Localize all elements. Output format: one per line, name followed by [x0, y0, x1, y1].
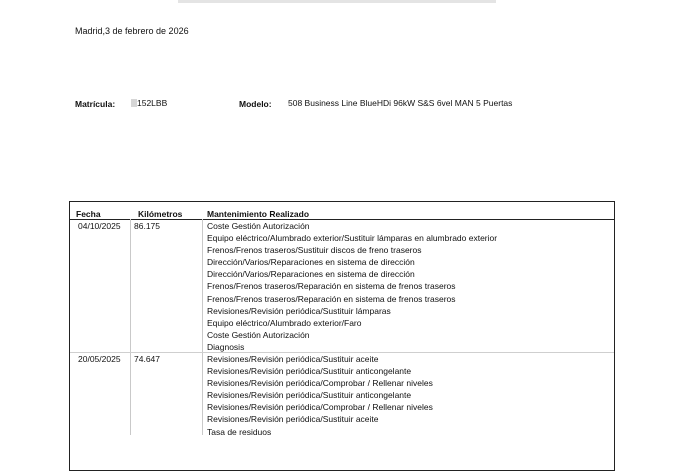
maintenance-item: Frenos/Frenos traseros/Sustituir discos de freno traseros: [207, 245, 422, 256]
column-separator-km: [202, 219, 203, 435]
maintenance-list: [207, 353, 433, 438]
maintenance-table: [69, 201, 615, 471]
maintenance-item: Equipo eléctrico/Alumbrado exterior/Sustituir lámparas en alumbrado exterior: [207, 233, 498, 244]
maintenance-item: Revisiones/Revisión periódica/Sustituir anticongelante: [207, 390, 412, 401]
maintenance-item: Dirección/Varios/Reparaciones en sistema de dirección: [207, 257, 415, 268]
cropped-letterhead-edge: [178, 0, 496, 3]
maintenance-item: Revisiones/Revisión periódica/Comprobar / Rellenar niveles: [207, 378, 433, 389]
plate-value: 152LBB: [137, 98, 168, 108]
maintenance-item: Diagnosis: [207, 341, 245, 352]
place-label: Madrid,: [75, 26, 106, 36]
maintenance-item: Dirección/Varios/Reparaciones en sistema de dirección: [207, 269, 415, 280]
model-label: Modelo:: [239, 99, 272, 109]
maintenance-item: Tasa de residuos: [207, 426, 272, 437]
column-header-maintenance: Mantenimiento Realizado: [207, 209, 310, 219]
maintenance-item: Revisiones/Revisión periódica/Sustituir anticongelante: [207, 366, 412, 377]
date-text: 3 de febrero de 2026: [105, 26, 189, 36]
maintenance-item: Revisiones/Revisión periódica/Sustituir aceite: [207, 354, 379, 364]
maintenance-item: Coste Gestión Autorización: [207, 221, 310, 231]
maintenance-list: [207, 220, 497, 353]
row-date: 04/10/2025: [78, 221, 121, 231]
maintenance-item: Coste Gestión Autorización: [207, 329, 310, 340]
maintenance-item: Revisiones/Revisión periódica/Sustituir aceite: [207, 414, 379, 425]
row-km: 74.647: [134, 354, 160, 364]
maintenance-item: Frenos/Frenos traseros/Reparación en sistema de frenos traseros: [207, 281, 456, 292]
column-separator-date: [130, 219, 131, 435]
column-header-km: Kilómetros: [138, 209, 183, 219]
row-date: 20/05/2025: [78, 354, 121, 364]
maintenance-item: Revisiones/Revisión periódica/Comprobar / Rellenar niveles: [207, 402, 433, 413]
column-header-date: Fecha: [76, 209, 101, 219]
row-km: 86.175: [134, 221, 160, 231]
plate-label: Matrícula:: [75, 99, 116, 109]
maintenance-item: Revisiones/Revisión periódica/Sustituir lámparas: [207, 305, 391, 316]
place-and-date: [75, 26, 189, 36]
maintenance-item: Frenos/Frenos traseros/Reparación en sistema de frenos traseros: [207, 293, 456, 304]
model-value: 508 Business Line BlueHDi 96kW S&S 6vel MAN 5 Puertas: [288, 98, 513, 108]
plate-value-wrapper: [131, 98, 167, 108]
maintenance-item: Equipo eléctrico/Alumbrado exterior/Faro: [207, 317, 362, 328]
vehicle-info: [75, 98, 635, 112]
